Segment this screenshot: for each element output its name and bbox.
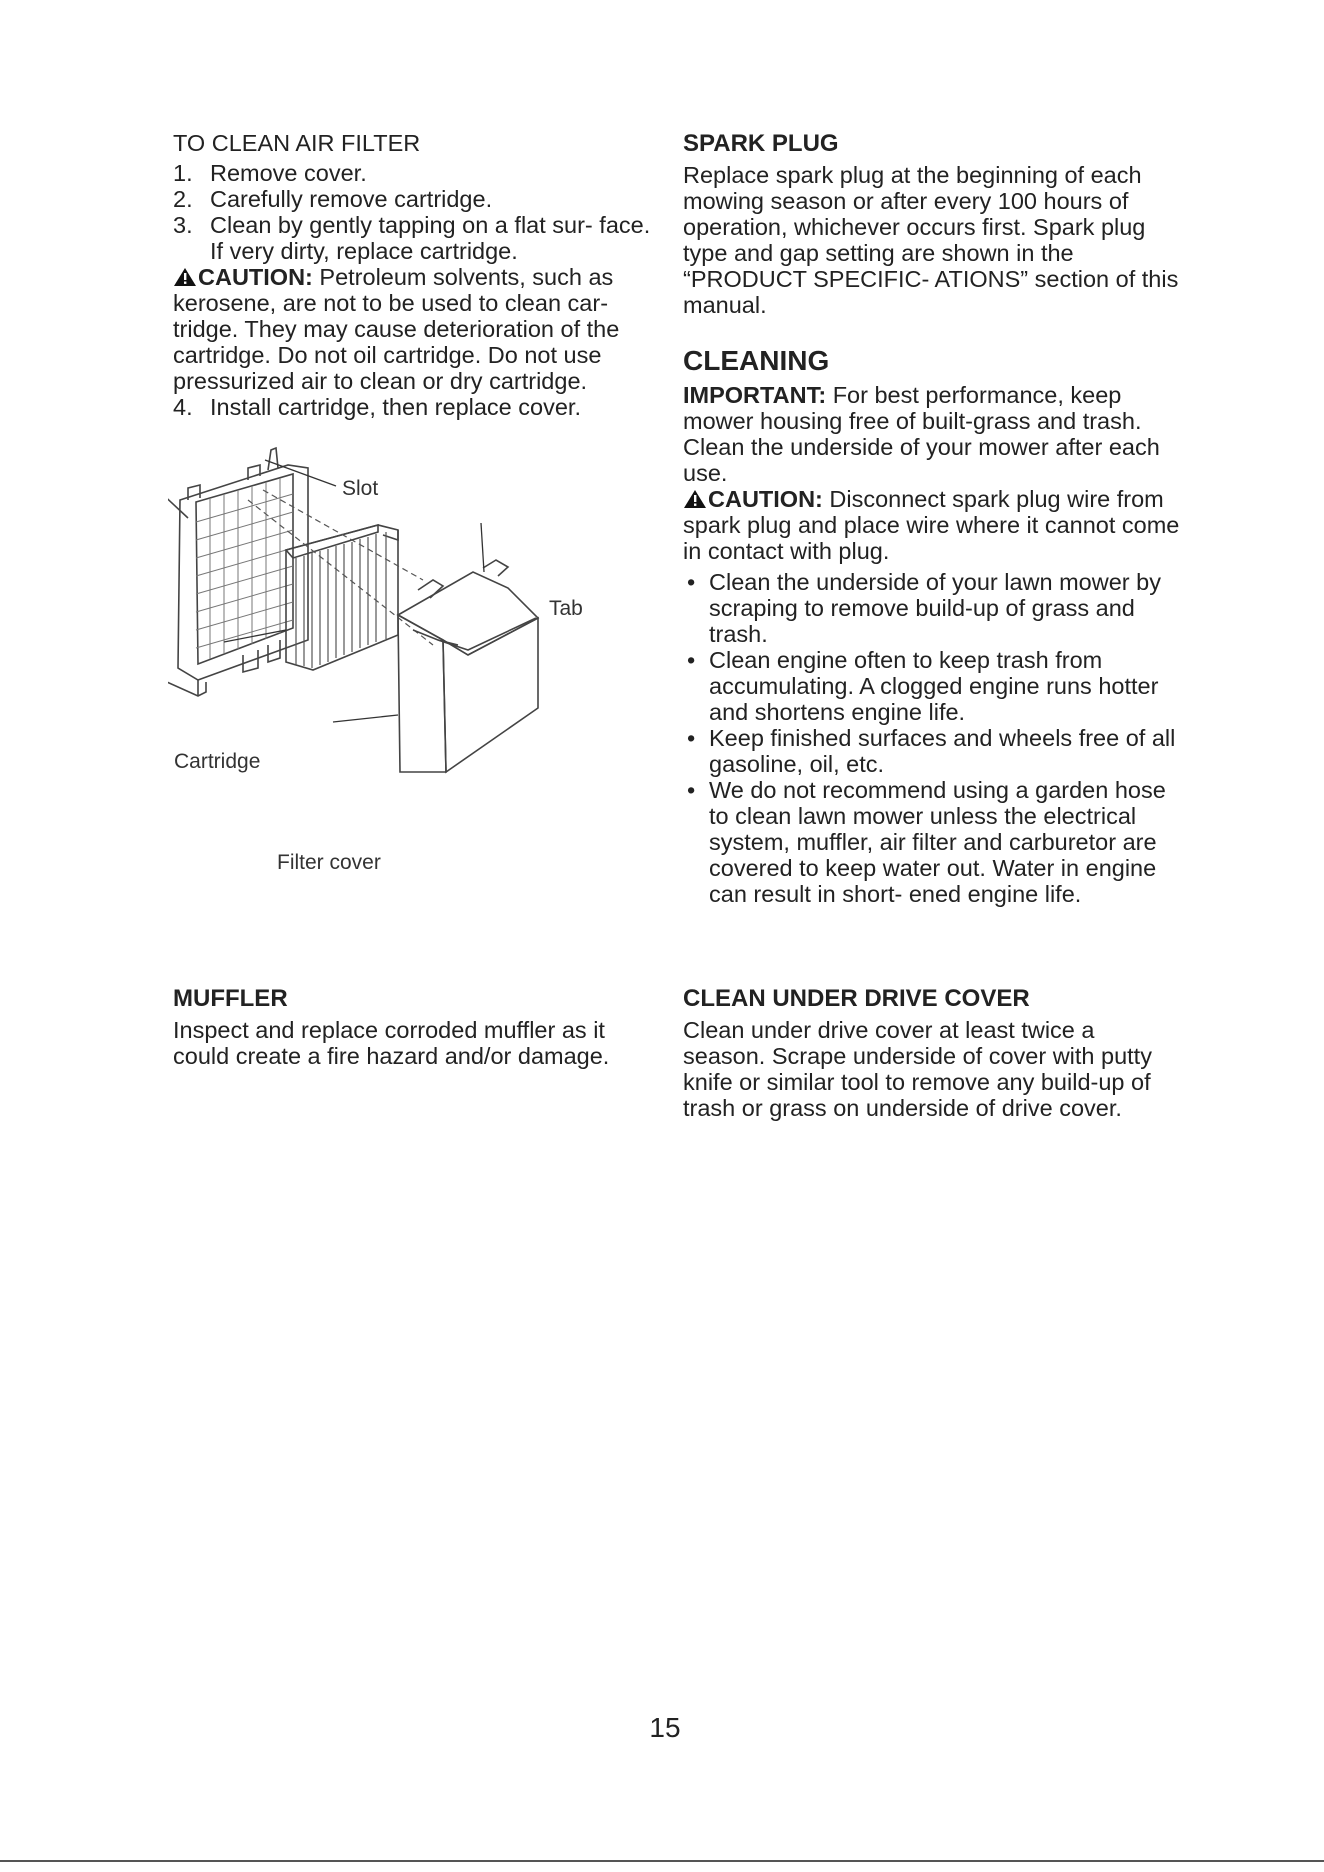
list-item: 1. Remove cover.	[173, 160, 367, 186]
list-item: • Clean engine often to keep trash from accumulating. A clogged engine runs hotter and shortens engine life.	[687, 647, 1159, 725]
bullet-icon: •	[687, 777, 696, 803]
caution-text: Disconnect spark plug wire from spark plug and place wire where it cannot come in contact with plug.	[683, 486, 1180, 564]
air-filter-caution	[173, 264, 665, 394]
bottom-divider	[0, 1860, 1324, 1862]
cleaning-heading: CLEANING	[683, 345, 830, 376]
bullet-icon: •	[687, 647, 696, 673]
caution-label: CAUTION:	[708, 486, 823, 512]
list-item: • Keep finished surfaces and wheels free of all gasoline, oil, etc.	[687, 725, 1176, 777]
warning-icon	[173, 267, 197, 287]
air-filter-steps	[173, 160, 665, 264]
caution-text: Petroleum solvents, such as kerosene, are not to be used to clean car- tridge. They may cause deterioration of the cartridge. Do not oil cartridge. Do not use pressurized air to clean or dry cartridge.	[173, 264, 620, 394]
cartridge-label: Cartridge	[174, 750, 261, 773]
list-item: • Clean the underside of your lawn mower by scraping to remove build-up of grass and trash.	[687, 569, 1161, 647]
warning-icon	[683, 489, 707, 509]
important-label: IMPORTANT:	[683, 382, 827, 408]
cleaning-important	[683, 382, 1183, 486]
muffler-section	[173, 985, 665, 1069]
list-item: • We do not recommend using a garden hose to clean lawn mower unless the electrical system, muffler, air filter and carburetor are covered to keep water out. Water in engine can result in short- ened engine life.	[687, 777, 1166, 907]
cleaning-bullets	[683, 569, 1183, 907]
list-item: 2. Carefully remove cartridge.	[173, 186, 493, 212]
caution-label: CAUTION:	[198, 264, 313, 290]
spark-plug-heading: SPARK PLUG	[683, 130, 839, 157]
air-filter-diagram	[168, 440, 668, 910]
air-filter-heading: TO CLEAN AIR FILTER	[173, 130, 421, 156]
page-number: 15	[649, 1712, 681, 1743]
cleaning-caution	[683, 486, 1183, 564]
slot-label: Slot	[342, 477, 379, 500]
drive-cover-text: Clean under drive cover at least twice a season. Scrape underside of cover with putty knife or similar tool to remove any build-up of trash or grass on underside of drive cover.	[683, 1017, 1152, 1121]
list-item: 3. Clean by gently tapping on a flat sur- face. If very dirty, replace cartridge.	[173, 212, 651, 264]
bullet-icon: •	[687, 569, 696, 595]
tab-label: Tab	[549, 597, 583, 620]
filter-cover-label: Filter cover	[277, 851, 381, 874]
bullet-icon: •	[687, 725, 696, 751]
air-filter-step-4	[173, 394, 665, 420]
left-column	[173, 130, 665, 420]
drive-cover-section	[683, 985, 1183, 1121]
drive-cover-heading: CLEAN UNDER DRIVE COVER	[683, 985, 1030, 1012]
muffler-text: Inspect and replace corroded muffler as it could create a fire hazard and/or damage.	[173, 1017, 610, 1069]
right-column	[683, 130, 1183, 907]
important-text: For best performance, keep mower housing free of built-grass and trash. Clean the underside of your mower after each use.	[683, 382, 1160, 486]
spark-plug-text: Replace spark plug at the beginning of each mowing season or after every 100 hours of operation, whichever occurs first. Spark plug type and gap setting are shown in the “PRODUCT SPECIFIC- ATIONS” section of this manual.	[683, 162, 1179, 318]
muffler-heading: MUFFLER	[173, 985, 288, 1012]
air-filter-illustration	[168, 440, 668, 910]
list-item: 4. Install cartridge, then replace cover.	[173, 394, 581, 420]
